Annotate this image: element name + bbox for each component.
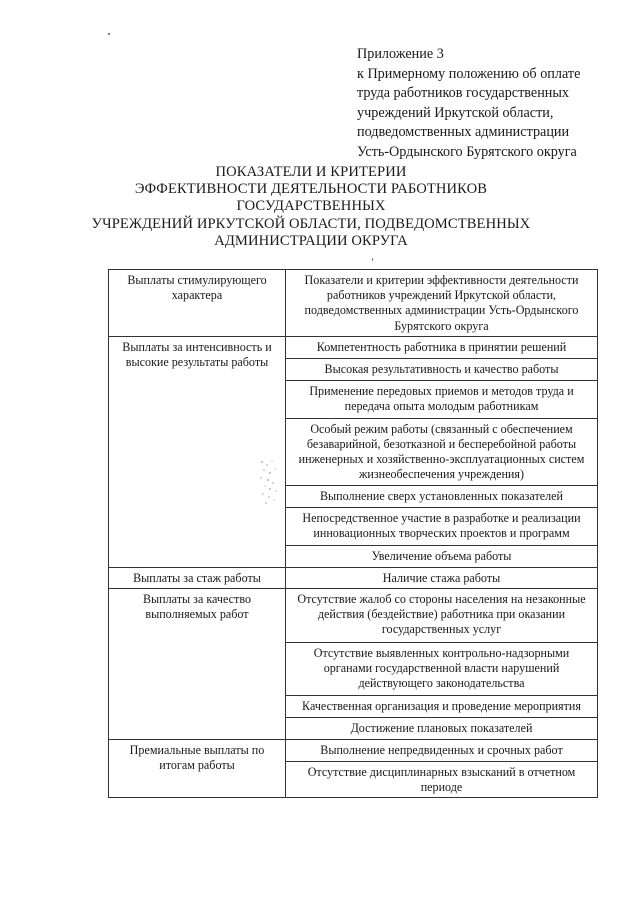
title-line: УЧРЕЖДЕНИЙ ИРКУТСКОЙ ОБЛАСТИ, ПОДВЕДОМСТВЕННЫХ bbox=[91, 215, 531, 232]
group-cell-seniority: Выплаты за стаж работы bbox=[109, 567, 286, 588]
criterion-cell: Отсутствие дисциплинарных взысканий в отчетном периоде bbox=[286, 761, 598, 797]
criterion-cell: Применение передовых приемов и методов труда и передача опыта молодым работникам bbox=[286, 380, 598, 418]
appendix-block bbox=[357, 45, 637, 163]
title-line: ПОКАЗАТЕЛИ И КРИТЕРИИ bbox=[215, 164, 407, 180]
appendix-line: труда работников государственных bbox=[357, 85, 570, 102]
table-row bbox=[109, 588, 598, 642]
criterion-cell: Компетентность работника в принятии решений bbox=[286, 336, 598, 358]
table-row bbox=[109, 739, 598, 761]
title-line: ГОСУДАРСТВЕННЫХ bbox=[236, 198, 386, 215]
criterion-cell: Достижение плановых показателей bbox=[286, 717, 598, 739]
appendix-line: Усть-Ордынского Бурятского округа bbox=[357, 143, 577, 160]
criterion-cell: Особый режим работы (связанный с обеспечением безаварийной, безотказной и бесперебойной работы инженерных и хозяйственно-эксплуатационных систем жизнеобеспечения учреждения) bbox=[286, 418, 598, 485]
criterion-cell: Наличие стажа работы bbox=[286, 567, 598, 588]
criterion-cell: Отсутствие выявленных контрольно-надзорными органами государственной власти нарушений действующего законодательства bbox=[286, 642, 598, 695]
criteria-table bbox=[108, 269, 598, 798]
appendix-line: учреждений Иркутской области, bbox=[357, 104, 554, 121]
criterion-cell: Выполнение непредвиденных и срочных работ bbox=[286, 739, 598, 761]
header-payments-cell: Выплаты стимулирующего характера bbox=[109, 270, 286, 337]
appendix-line: Приложение 3 bbox=[357, 46, 444, 62]
group-cell-intensity: Выплаты за интенсивность и высокие результаты работы bbox=[109, 336, 286, 567]
title-line: АДМИНИСТРАЦИИ ОКРУГА bbox=[214, 232, 408, 249]
table-header-row bbox=[109, 270, 598, 337]
group-cell-quality: Выплаты за качество выполняемых работ bbox=[109, 588, 286, 739]
scan-speck bbox=[108, 33, 110, 35]
criterion-cell: Увеличение объема работы bbox=[286, 545, 598, 567]
appendix-line: к Примерному положению об оплате bbox=[357, 65, 581, 82]
appendix-line: подведомственных администрации bbox=[357, 124, 570, 141]
document-title bbox=[80, 164, 542, 250]
header-criteria-cell: Показатели и критерии эффективности деятельности работников учреждений Иркутской области, подведомственных администрации Усть-Ордынского Бурятского округа bbox=[286, 270, 598, 337]
scan-speck bbox=[372, 258, 373, 261]
title-line: ЭФФЕКТИВНОСТИ ДЕЯТЕЛЬНОСТИ РАБОТНИКОВ bbox=[134, 181, 488, 198]
criterion-cell: Отсутствие жалоб со стороны населения на незаконные действия (бездействие) работника при оказании государственных услуг bbox=[286, 588, 598, 642]
criterion-cell: Выполнение сверх установленных показателей bbox=[286, 485, 598, 507]
table-row bbox=[109, 336, 598, 358]
group-cell-bonus: Премиальные выплаты по итогам работы bbox=[109, 739, 286, 797]
criterion-cell: Качественная организация и проведение мероприятия bbox=[286, 695, 598, 717]
criterion-cell: Высокая результативность и качество работы bbox=[286, 358, 598, 380]
table-row bbox=[109, 567, 598, 588]
criterion-cell: Непосредственное участие в разработке и реализации инновационных творческих проектов и программ bbox=[286, 507, 598, 545]
